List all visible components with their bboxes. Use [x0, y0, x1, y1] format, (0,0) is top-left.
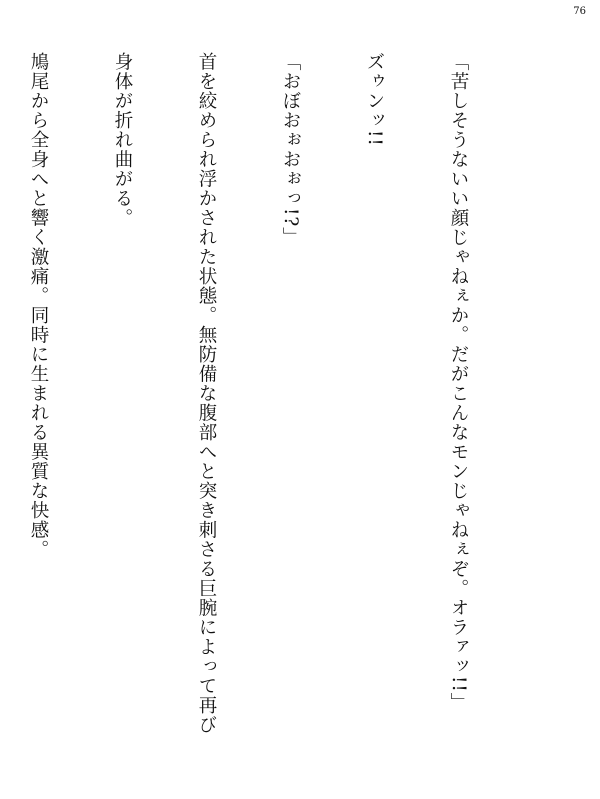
text-line: 「苦しそうないい顔じゃねぇか。だがこんなモンじゃねぇぞ。オラァッ!!」	[448, 52, 469, 713]
vertical-text-body	[0, 52, 528, 735]
text-line: 鳩尾から全身へと響く激痛。同時に生まれる異質な快感。	[28, 52, 49, 559]
text-line: 「おぼおぉおぉっ!?」	[280, 52, 301, 247]
text-line: ズゥンッ!!	[364, 52, 385, 147]
text-line: 身体が折れ曲がる。	[112, 52, 133, 228]
text-line: 首を絞められ浮かされた状態。無防備な腹部へと突き刺さる巨腕によって再び	[196, 52, 217, 735]
page-number: 76	[573, 6, 586, 17]
